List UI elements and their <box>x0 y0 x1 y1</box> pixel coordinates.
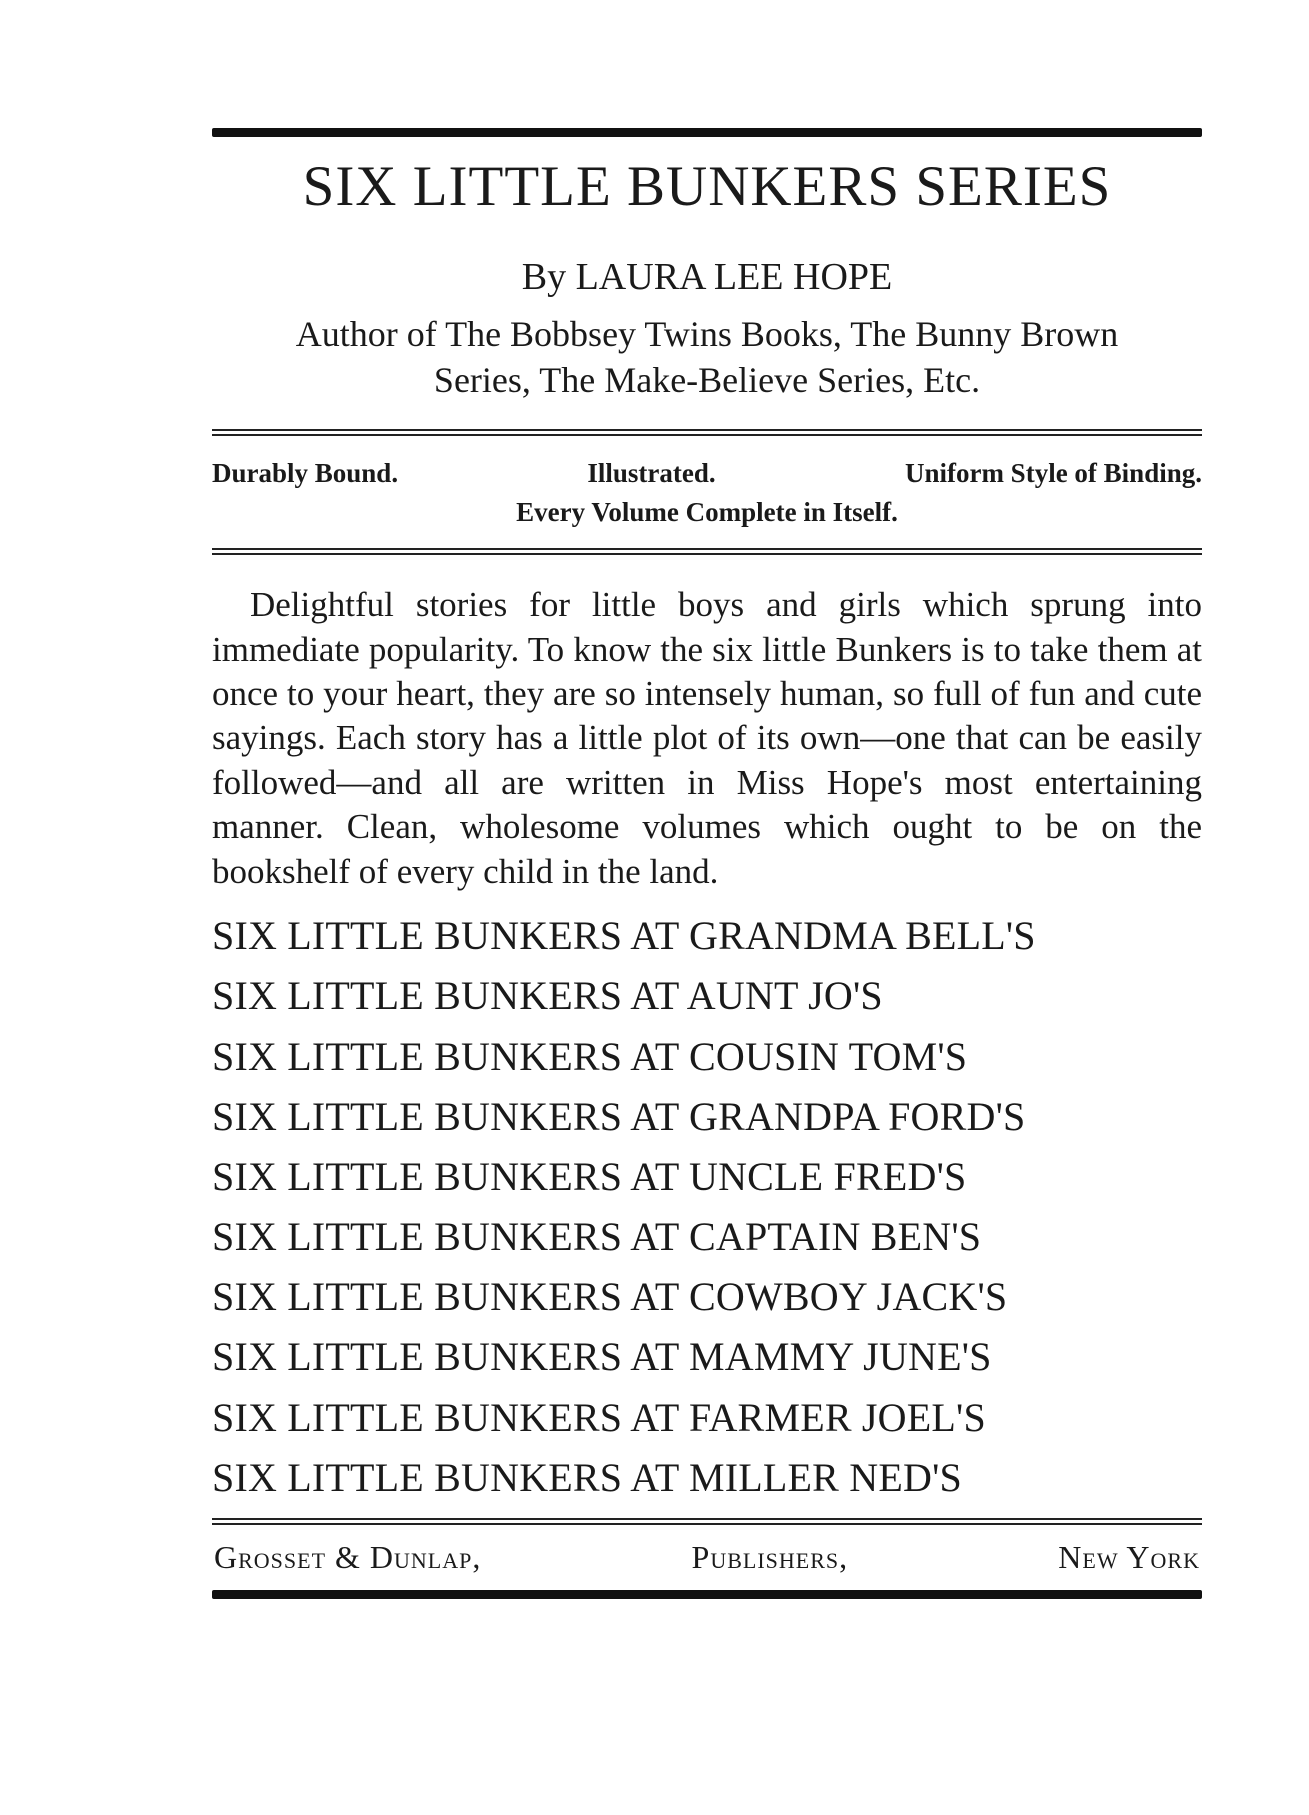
publisher-name: Grosset & Dunlap, <box>214 1539 482 1575</box>
book-title: SIX LITTLE BUNKERS AT GRANDPA FORD'S <box>212 1093 1026 1139</box>
book-title: SIX LITTLE BUNKERS AT COWBOY JACK'S <box>212 1274 1008 1320</box>
series-title: SIX LITTLE BUNKERS SERIES <box>302 155 1112 218</box>
features-row-1 <box>212 454 1202 493</box>
rule-divider-3 <box>212 1518 1202 1525</box>
book-title: SIX LITTLE BUNKERS AT MAMMY JUNE'S <box>212 1334 992 1380</box>
publisher-line <box>212 1539 1202 1576</box>
book-title: SIX LITTLE BUNKERS AT FARMER JOEL'S <box>212 1394 986 1440</box>
book-title: SIX LITTLE BUNKERS AT MILLER NED'S <box>212 1454 962 1500</box>
byline: By LAURA LEE HOPE <box>521 256 893 299</box>
feature-uniform-style: Uniform Style of Binding. <box>904 457 1202 488</box>
publisher-role: Publishers, <box>691 1539 849 1575</box>
rule-divider-1 <box>212 429 1202 436</box>
bottom-heavy-rule <box>212 1590 1202 1599</box>
feature-complete: Every Volume Complete in Itself. <box>516 496 898 527</box>
book-title: SIX LITTLE BUNKERS AT UNCLE FRED'S <box>212 1153 967 1199</box>
publisher-city: New York <box>1058 1539 1200 1575</box>
author-of-text: Author of The Bobbsey Twins Books, The Bunny Brown Series, The Make-Believe Series, Etc. <box>295 313 1119 400</box>
book-title: SIX LITTLE BUNKERS AT AUNT JO'S <box>212 973 883 1019</box>
book-title: SIX LITTLE BUNKERS AT GRANDMA BELL'S <box>212 913 1036 959</box>
features-block <box>212 454 1202 532</box>
rule-divider-2 <box>212 548 1202 555</box>
feature-illustrated: Illustrated. <box>587 457 716 488</box>
book-title: SIX LITTLE BUNKERS AT CAPTAIN BEN'S <box>212 1214 982 1260</box>
series-description: Delightful stories for little boys and girls which sprung into immediate popularity. To know the six little Bunkers is to take them at once to your heart, they are so intensely human, so full of fun and cute sayings. Each story has a little plot of its own—one that can be easily followed—and all are written in Miss Hope's most entertaining manner. Clean, wholesome volumes which ought to be on the bookshelf of every child in the land. <box>212 585 1202 891</box>
top-heavy-rule <box>212 128 1202 137</box>
feature-durably-bound: Durably Bound. <box>212 457 399 488</box>
advertisement-page <box>212 128 1202 1599</box>
book-title: SIX LITTLE BUNKERS AT COUSIN TOM'S <box>212 1033 968 1079</box>
book-titles-list <box>212 906 1202 1508</box>
